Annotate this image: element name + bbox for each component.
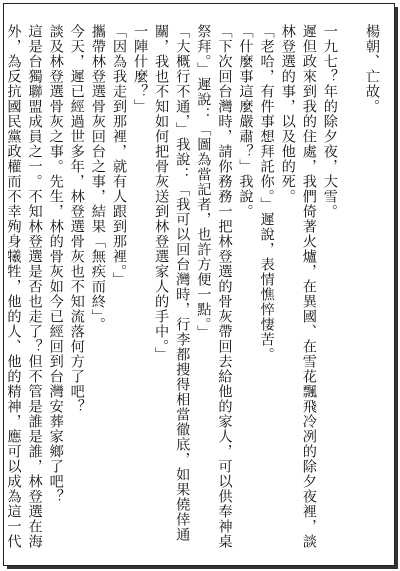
paragraph: 這是台獨聯盟成員之一。不知林登選是否也走了？但不管是誰是誰，林登選在海外，為反抗國民黨政權而不幸殉身犧牲，他的人、他的精神，應可以成為這一代 (5, 24, 43, 549)
paragraph: 談及林登選骨灰之事。先生，林的骨灰如今已經回到台灣安葬家鄉了吧？ (47, 24, 64, 504)
paragraph: 「什麼事這麼嚴肅？」我說。 (237, 24, 254, 219)
paragraph: 一九七？年的除夕夜，大雪。 (321, 24, 338, 219)
paragraph: 一陣什麼？」 (132, 24, 149, 114)
paragraph: 「因為我走到那裡，就有人跟到那裡。」 (110, 24, 127, 287)
paragraph: 「下次回台灣時，請你務務一把林登選的骨灰帶回去給他的家人，可以供奉神桌祭拜。」遲說：「圖為當記者，也許方便一點。」 (195, 24, 233, 549)
paragraph: 攜帶林登選骨灰回台之事，結果「無疾而終」。 (89, 24, 106, 332)
paragraph: 遲但政來到我的住處，我們倚著火爐，在異國、在雪花飄飛冷冽的除夕夜裡，談林登選的事，以及他的死。 (279, 24, 317, 549)
paragraph: 「老哈，有件事想拜託你。」遲說，表情憔悴悽苦。 (258, 24, 275, 362)
vertical-text-body (5, 24, 382, 554)
page-shadow-bottom (7, 566, 398, 569)
paragraph: 「大概行不通，」我說：「我可以回台灣時，行李都搜得相當徹底，如果僥倖通關，我也不知如何把骨灰送到林登選家人的手中。」 (153, 24, 191, 542)
paragraph: 今天，遲已經過世多年，林登選骨灰也不知流落何方了吧？ (68, 24, 85, 414)
document-title: 楊朝、亡故。 (364, 24, 380, 114)
page-shadow-right (395, 7, 398, 568)
